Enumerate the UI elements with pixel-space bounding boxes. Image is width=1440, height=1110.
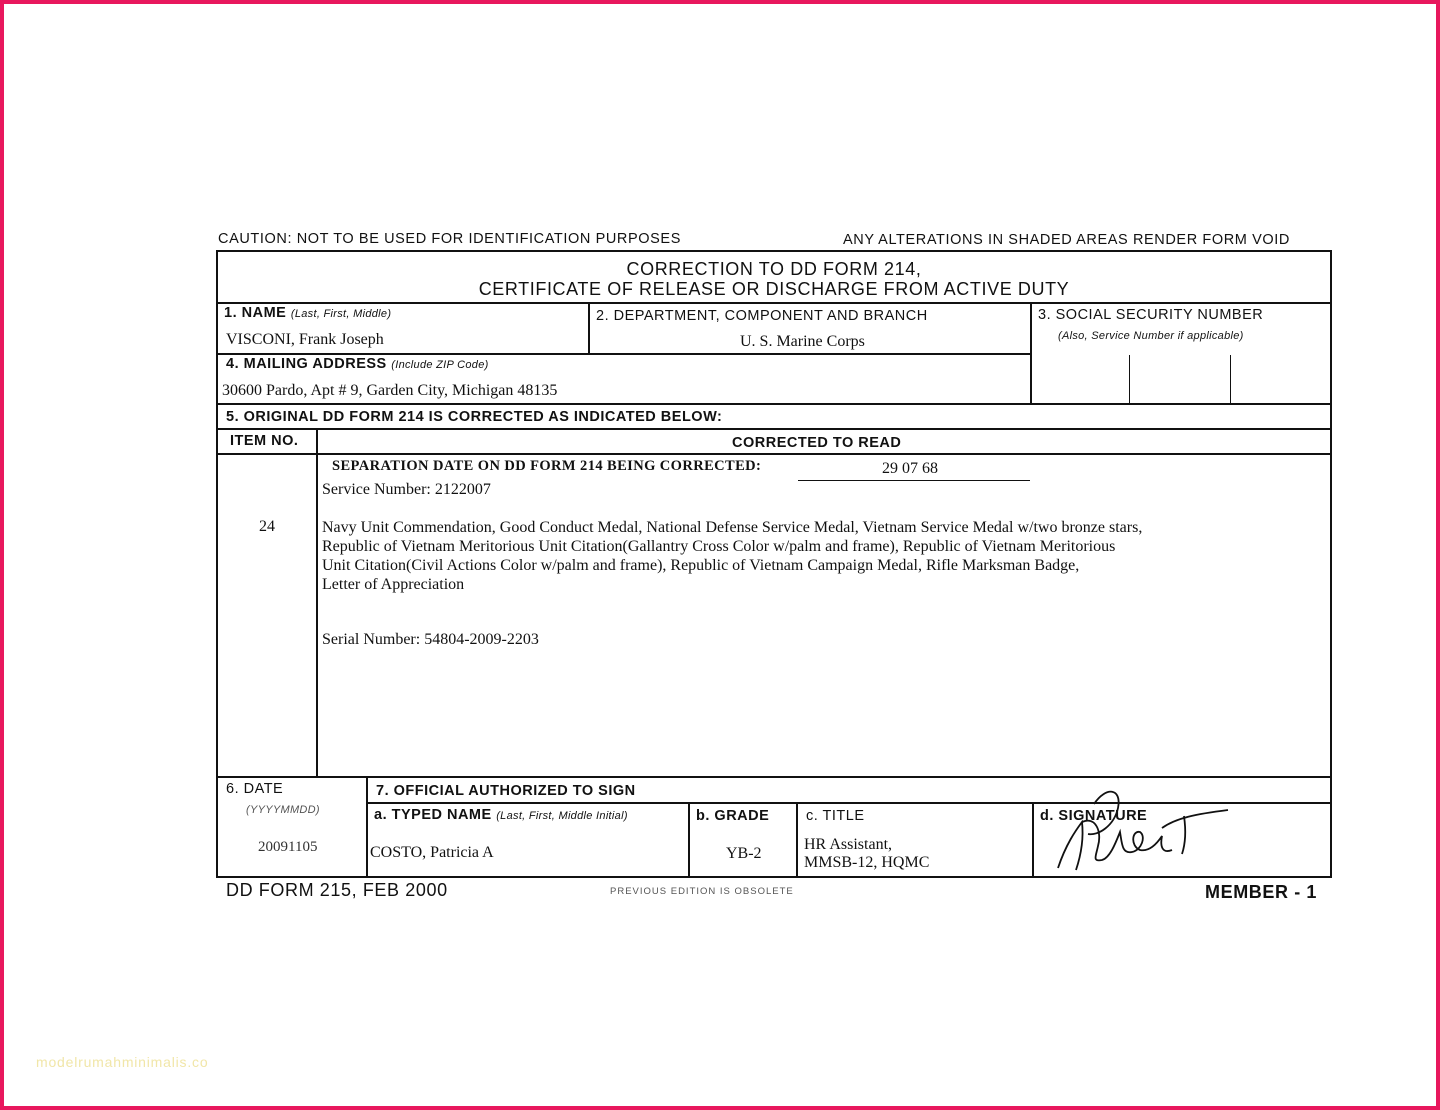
item-number: 24 [259, 518, 275, 535]
form-title-line1: CORRECTION TO DD FORM 214, [626, 259, 922, 279]
divider-item-column [316, 428, 318, 778]
separation-date-label: SEPARATION DATE ON DD FORM 214 BEING CORRECTED: [332, 458, 762, 474]
rule-under-title [218, 302, 1330, 304]
divider-title-signature [1032, 802, 1034, 878]
divider-dept-ssn [1030, 302, 1032, 404]
separation-date-value: 29 07 68 [882, 460, 938, 477]
service-number: Service Number: 2122007 [322, 481, 491, 498]
rule-under-address [218, 403, 1330, 405]
official-label: 7. OFFICIAL AUTHORIZED TO SIGN [376, 783, 636, 799]
alterations-notice: ANY ALTERATIONS IN SHADED AREAS RENDER FORM VOID [843, 232, 1290, 248]
ssn-field-hint: (Also, Service Number if applicable) [1058, 330, 1244, 342]
awards-line: Republic of Vietnam Meritorious Unit Citation(Gallantry Cross Color w/palm and frame), Republic of Vietnam Meritorious [322, 538, 1116, 555]
typed-name-value: COSTO, Patricia A [370, 844, 494, 861]
title-value-line1: HR Assistant, [804, 836, 893, 853]
watermark: modelrumahminimalis.co [36, 1054, 209, 1070]
rule-above-signing [218, 776, 1330, 778]
grade-value: YB-2 [726, 845, 762, 862]
awards-line: Navy Unit Commendation, Good Conduct Medal, National Defense Service Medal, Vietnam Service Medal w/two bronze stars, [322, 519, 1143, 536]
address-field-hint: (Include ZIP Code) [391, 359, 489, 371]
department-underline [590, 353, 1000, 354]
awards-text [322, 518, 1302, 594]
form-title-line2: CERTIFICATE OF RELEASE OR DISCHARGE FROM ACTIVE DUTY [478, 279, 1070, 299]
grade-label: b. GRADE [696, 808, 770, 824]
typed-name-label: a. TYPED NAME (Last, First, Middle Initial) [374, 807, 628, 823]
divider-name-dept [588, 302, 590, 354]
signature-image [1036, 780, 1236, 876]
department-field-label: 2. DEPARTMENT, COMPONENT AND BRANCH [596, 308, 928, 324]
date-hint: (YYYYMMDD) [246, 804, 320, 816]
rule-under-section5 [218, 428, 1330, 430]
divider-grade-title [796, 802, 798, 878]
caution-notice: CAUTION: NOT TO BE USED FOR IDENTIFICATION PURPOSES [218, 231, 681, 247]
edition-note: PREVIOUS EDITION IS OBSOLETE [610, 886, 794, 897]
date-value: 20091105 [258, 839, 318, 855]
name-field-value: VISCONI, Frank Joseph [226, 331, 384, 348]
separation-date-underline [798, 480, 1030, 481]
divider-name-grade [688, 802, 690, 878]
title-value-line2: MMSB-12, HQMC [804, 854, 930, 871]
divider-ssn-2 [1230, 355, 1231, 403]
section5-label: 5. ORIGINAL DD FORM 214 IS CORRECTED AS INDICATED BELOW: [226, 409, 723, 425]
awards-line: Letter of Appreciation [322, 576, 465, 593]
awards-line: Unit Citation(Civil Actions Color w/palm and frame), Republic of Vietnam Campaign Medal, Rifle Marksman Badge, [322, 557, 1080, 574]
item-no-header: ITEM NO. [230, 433, 299, 449]
title-label: c. TITLE [806, 808, 865, 824]
ssn-field-label: 3. SOCIAL SECURITY NUMBER [1038, 307, 1264, 323]
copy-designation: MEMBER - 1 [1205, 882, 1318, 902]
divider-date-official [366, 776, 368, 878]
name-field-hint: (Last, First, Middle) [290, 308, 392, 320]
date-label: 6. DATE [226, 781, 284, 797]
corrected-to-read-header: CORRECTED TO READ [732, 435, 902, 451]
form-id: DD FORM 215, FEB 2000 [226, 880, 448, 900]
name-field-label: 1. NAME (Last, First, Middle) [224, 305, 392, 321]
department-field-value: U. S. Marine Corps [740, 333, 865, 350]
dd-form-215 [216, 250, 1332, 878]
rule-under-columns [218, 453, 1330, 455]
address-field-label: 4. MAILING ADDRESS (Include ZIP Code) [226, 356, 489, 372]
address-field-value: 30600 Pardo, Apt # 9, Garden City, Michigan 48135 [222, 382, 558, 399]
serial-number: Serial Number: 54804-2009-2203 [322, 631, 539, 648]
signature-label: d. SIGNATURE [1040, 808, 1148, 824]
typed-name-hint: (Last, First, Middle Initial) [496, 810, 628, 822]
divider-ssn-1 [1129, 355, 1130, 403]
